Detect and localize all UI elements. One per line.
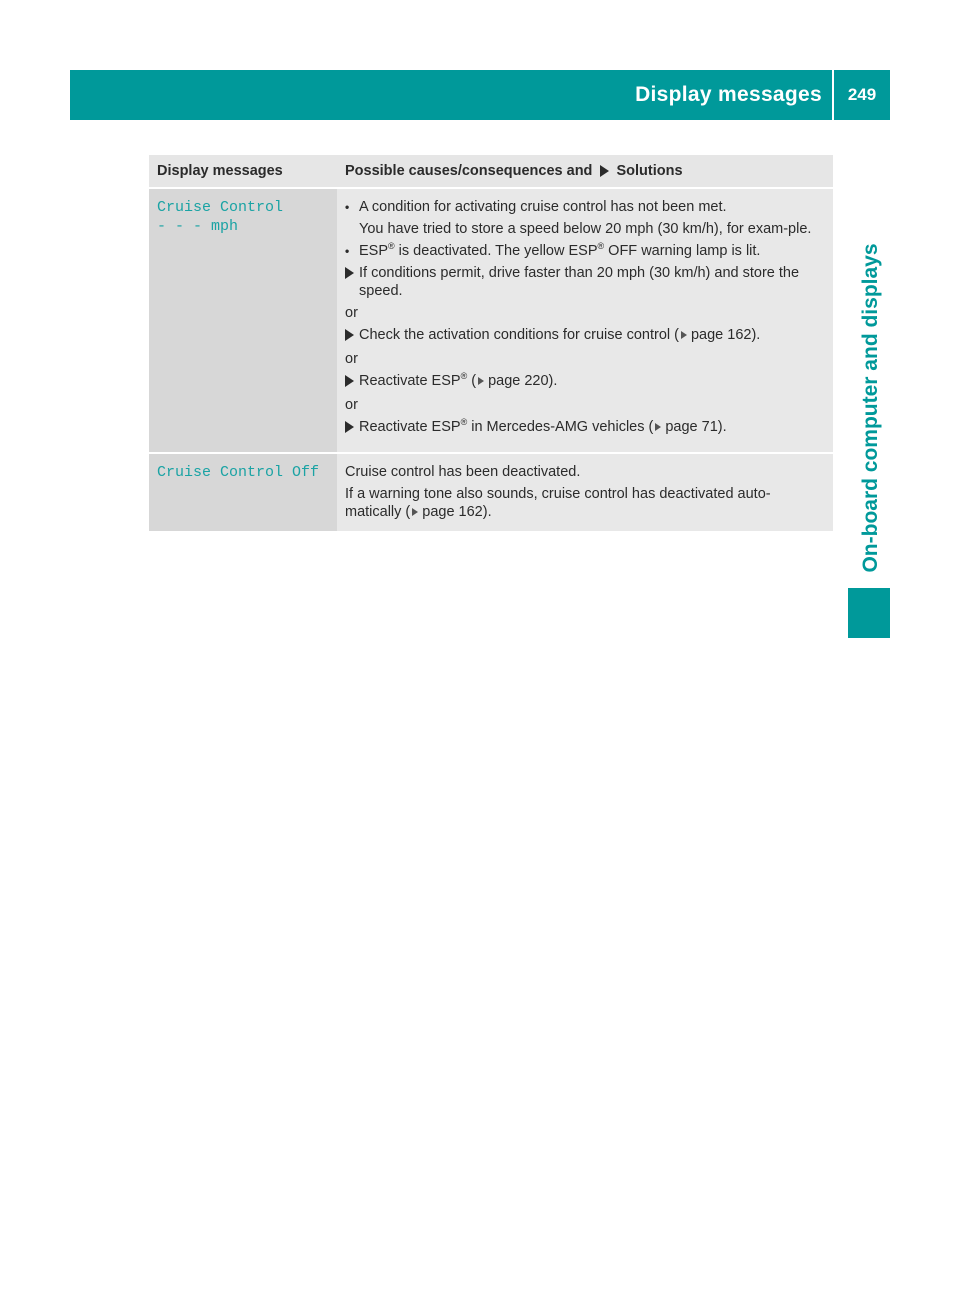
action-arrow-icon <box>345 372 359 392</box>
bullet-icon: • <box>345 200 350 214</box>
page-reference-link[interactable]: page 220). <box>488 373 558 389</box>
bullet-text-part: is deactivated. The yellow ESP <box>394 243 598 259</box>
step-text: If conditions permit, drive faster than 20 mph (30 km/h) and store the speed. <box>359 265 800 299</box>
step-text-part: Reactivate ESP <box>359 419 461 435</box>
page-ref-icon <box>478 377 484 385</box>
page-number: 249 <box>847 85 877 104</box>
bullet-text: A condition for activating cruise control has not been met. <box>359 199 727 215</box>
action-step <box>345 326 825 346</box>
message-text-line1: Cruise Control Off <box>157 464 320 481</box>
bullet-item <box>345 198 825 238</box>
registered-mark: ® <box>460 417 468 428</box>
solution-cell <box>337 188 833 453</box>
page-number-box <box>834 70 890 120</box>
page-reference-link[interactable]: page 162). <box>690 327 761 343</box>
side-tab-marker <box>848 588 890 638</box>
message-cell <box>149 188 337 453</box>
action-arrow-icon <box>345 264 359 300</box>
or-text: or <box>345 305 358 321</box>
step-text-part: Check the activation conditions for cruise control ( <box>359 327 679 343</box>
step-text <box>359 418 727 438</box>
col-header-solutions-text: Solutions <box>616 163 683 179</box>
message-text-line1: Cruise Control <box>157 199 284 216</box>
col-header-causes-text: Possible causes/consequences and <box>345 163 593 179</box>
action-arrow-icon <box>345 418 359 438</box>
page-reference-link[interactable]: page 162). <box>422 504 492 520</box>
bullet-icon: • <box>345 244 350 258</box>
info-text <box>345 485 825 521</box>
table-row <box>149 453 833 531</box>
side-tab-label: On-board computer and displays <box>859 243 882 573</box>
step-text-part: ( <box>467 373 477 389</box>
step-text-part: in Mercedes-AMG vehicles ( <box>467 419 654 435</box>
table-row <box>149 188 833 453</box>
action-arrow-icon <box>345 326 359 346</box>
or-text: or <box>345 397 358 413</box>
bullet-text <box>359 242 760 260</box>
action-step <box>345 264 825 300</box>
display-messages-table <box>149 155 833 531</box>
page-title: Display messages <box>635 83 822 106</box>
page-ref-icon <box>655 423 661 431</box>
message-cell <box>149 453 337 531</box>
action-step <box>345 372 825 392</box>
action-step <box>345 418 825 438</box>
action-arrow-icon <box>600 165 609 177</box>
page-ref-icon <box>412 508 418 516</box>
page-ref-icon <box>681 331 687 339</box>
info-text-part: If a warning tone also sounds, cruise control has deactivated auto-matically ( <box>345 486 771 520</box>
table-header-row <box>149 155 833 188</box>
registered-mark: ® <box>388 241 395 252</box>
col-header-display-messages: Display messages <box>149 155 337 188</box>
or-text: or <box>345 351 358 367</box>
page-reference-link[interactable]: page 71). <box>665 419 727 435</box>
col-header-causes <box>337 155 833 188</box>
message-text-line2: - - - mph <box>157 218 239 235</box>
bullet-text-part: OFF warning lamp is lit. <box>604 243 761 259</box>
registered-mark: ® <box>460 371 468 382</box>
header-bar <box>70 70 832 120</box>
step-text <box>359 326 760 346</box>
bullet-text-part: ESP <box>359 243 389 259</box>
solution-cell <box>337 453 833 531</box>
step-text-part: Reactivate ESP <box>359 373 461 389</box>
registered-mark: ® <box>597 241 605 252</box>
info-text: Cruise control has been deactivated. <box>345 464 581 480</box>
step-text <box>359 372 557 392</box>
bullet-continuation: You have tried to store a speed below 20 mph (30 km/h), for exam-ple. <box>359 221 812 237</box>
bullet-item <box>345 242 825 260</box>
